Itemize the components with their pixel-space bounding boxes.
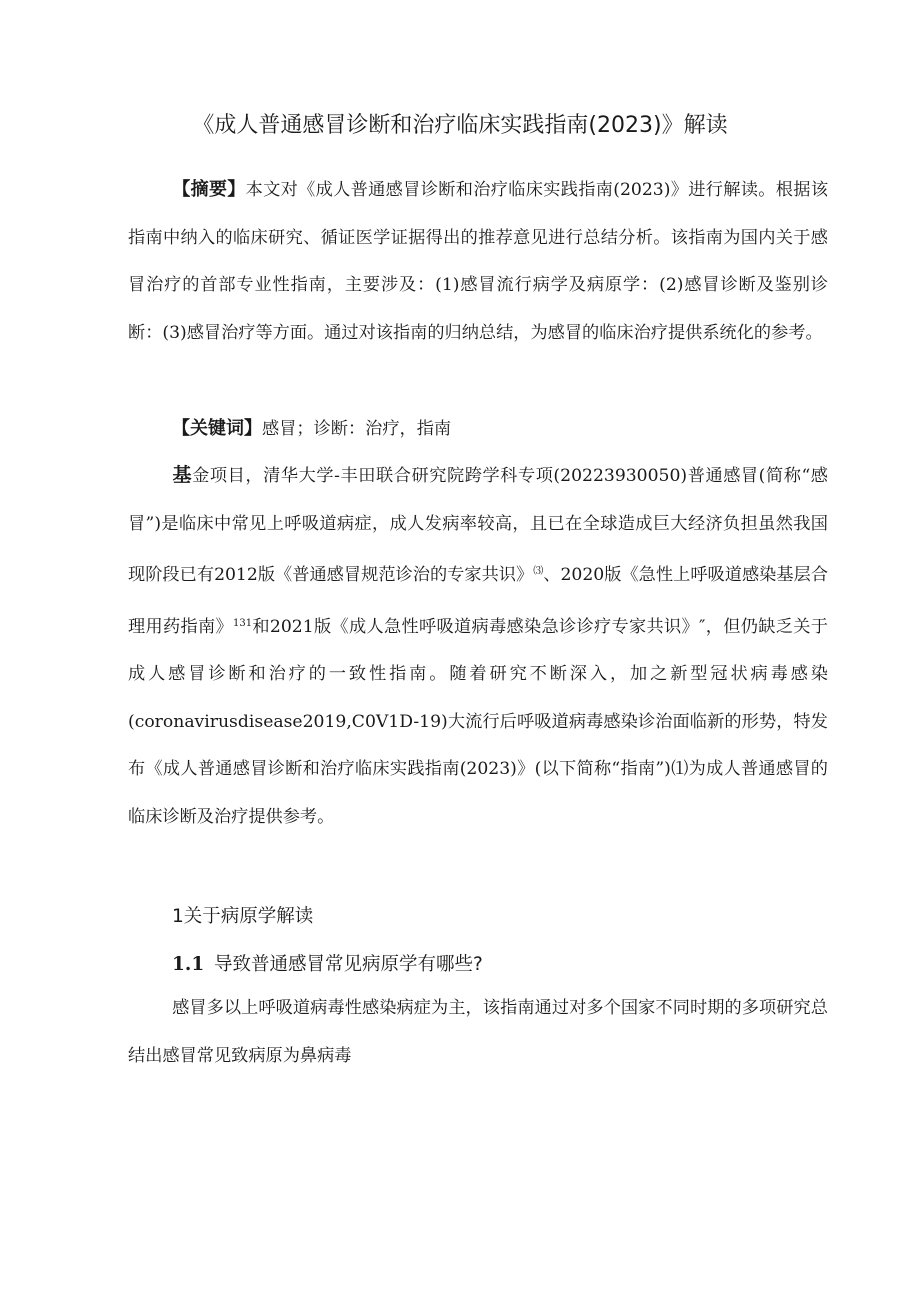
reference-marker: ⑶ (533, 566, 544, 577)
body-text: 感冒多以上呼吸道病毒性感染病症为主，该指南通过对多个国家不同时期的多项研究总结出感冒常见致病原为鼻病毒 (128, 998, 828, 1066)
document-title: 《成人普通感冒诊断和治疗临床实践指南(2023)》解读 (192, 113, 728, 138)
fund-paragraph (128, 452, 828, 841)
abstract-paragraph (128, 166, 828, 357)
fund-text-2: 、2020版《急性上呼吸道感染基层合理用药指南》 (128, 565, 829, 637)
section-number: 1.1 (172, 954, 205, 975)
abstract-text: 本文对《成人普通感冒诊断和治疗临床实践指南(2023)》进行解读。根据该指南中纳入的临床研究、循证医学证据得出的推荐意见进行总结分析。该指南为国内关于感冒治疗的首部专业性指南，主要涉及：(1)感冒流行病学及病原学：(2)感冒诊断及鉴别诊断：(3)感冒治疗等方面。通过对该指南的归纳总结，为感冒的临床治疗提供系统化的参考。 (128, 180, 829, 343)
body-paragraph (128, 985, 828, 1080)
keywords-paragraph (128, 405, 828, 454)
section-heading-1-1 (172, 950, 483, 976)
keywords-label: 【关键词】 (172, 418, 262, 439)
fund-text-1: 金项目，清华大学-丰田联合研究院跨学科专项(20223930050)普通感冒(简称“感冒”)是临床中常见上呼吸道病症，成人发病率较高，且已在全球造成巨大经济负担虽然我国现阶段已有2012版《普通感冒规范诊治的专家共识》 (128, 466, 828, 585)
fund-text-3: 和2021版《成人急性呼吸道病毒感染急诊诊疗专家共识》″，但仍缺乏关于成人感冒诊断和治疗的一致性指南。随着研究不断深入，加之新型冠状病毒感染(coronavirusdisease2019,C0V1D-19)大流行后呼吸道病毒感染诊治面临新的形势，特发布《成人普通感冒诊断和治疗临床实践指南(2023)》(以下简称“指南”)⑴为成人普通感冒的临床诊断及治疗提供参考。 (128, 616, 828, 827)
fund-lead-char: 基 (172, 464, 193, 486)
keywords-text: 感冒；诊断：治疗，指南 (262, 419, 452, 439)
section-heading-text: 导致普通感冒常见病原学有哪些? (214, 954, 483, 975)
reference-marker: 131 (233, 617, 253, 629)
abstract-label: 【摘要】 (172, 179, 246, 200)
section-heading-1: 1关于病原学解读 (172, 906, 314, 927)
